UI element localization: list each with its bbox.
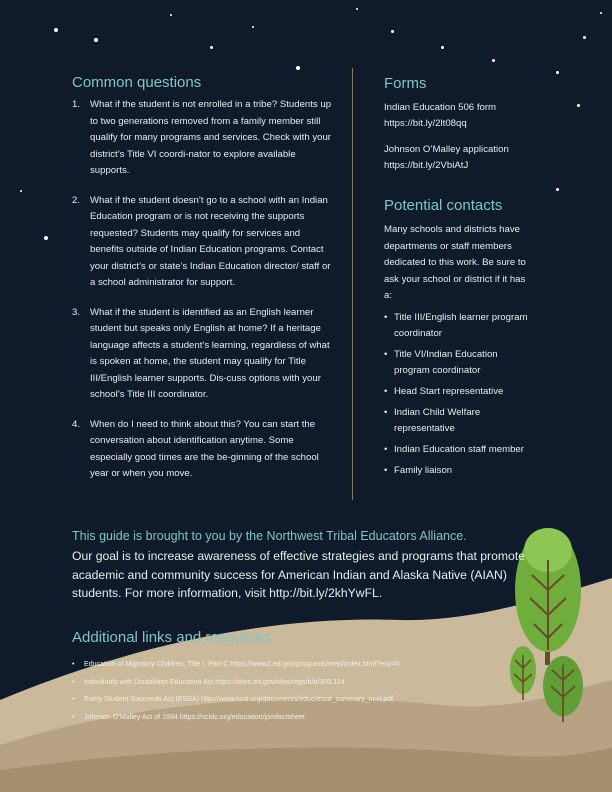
question-text: What if the student is not enrolled in a tribe? Students up to two generations removed from a family member still qualify for many programs and services. Check with your district’s Title VI coordi-nator to explore available supports.: [90, 99, 332, 176]
resource-link[interactable]: • Education of Migratory Children, Title I, Part C https://www2.ed.gov/programs/mep/index.html?exp=0: [72, 656, 542, 674]
question-number: 4.: [72, 418, 81, 430]
contact-item: • Indian Child Welfare representative: [384, 405, 534, 437]
question-item: [72, 305, 332, 404]
guide-heading: This guide is brought to you by the Northwest Tribal Educators Alliance.: [72, 529, 467, 543]
form-item: [384, 142, 564, 174]
question-text: What if the student doesn’t go to a school with an Indian Education program or is not receiving the supports requested? Students may qualify for services and benefits outside of Indian Education programs. Contact your district’s or state’s Indian Education director/ staff or a school administrator for support.: [90, 194, 331, 288]
question-number: 1.: [72, 99, 81, 110]
form-link[interactable]: https://bit.ly/2lt08qq: [384, 118, 467, 129]
contact-item: • Family liaison: [384, 463, 534, 479]
forms-heading: Forms: [384, 75, 427, 92]
guide-body: Our goal is to increase awareness of effective strategies and programs that promote academic and community success for American Indian and Alaska Native (AIAN) students. For more information, visit http://bit.ly/2khYwFL.: [72, 549, 525, 600]
contact-item: • Indian Education staff member: [384, 442, 534, 458]
question-text: What if the student is identified as an English learner student but speaks only English at home? If a heritage language affects a student’s learning, regardless of what is spoken at home, the student may qualify for Title III/English learner supports. Dis-cuss options with your school’s Title III coordinator.: [90, 306, 330, 400]
resource-link[interactable]: • Every Student Succeeds Act (ESSA) http://www.ncsl.org/documents/educ/essa_summary_ncsl.pdf: [72, 691, 542, 709]
potential-contacts-intro: Many schools and districts have departments or staff members dedicated to this work. Be sure to ask your school or district if it has a:: [384, 224, 526, 301]
resource-link[interactable]: • Johnson O’Malley Act of 1934 https://ncidc.org/education/jomfactsheet: [72, 709, 542, 727]
question-item: [72, 417, 332, 483]
additional-links-list: [72, 656, 542, 726]
question-number: 3.: [72, 306, 81, 318]
contact-item: • Title III/English learner program coordinator: [384, 310, 534, 342]
potential-contacts-heading: Potential contacts: [384, 197, 503, 214]
resource-link[interactable]: • Individuals with Disabilities Education Act https://sites.ed.gov/idea/regs/b/b/300.114: [72, 674, 542, 692]
contact-item: • Head Start representative: [384, 384, 534, 400]
contact-item: • Title VI/Indian Education program coordinator: [384, 347, 534, 379]
common-questions-heading: Common questions: [72, 74, 202, 91]
form-link[interactable]: https://bit.ly/2VbiAtJ: [384, 160, 469, 171]
common-questions-list: [72, 97, 332, 496]
form-label: Indian Education 506 form: [384, 102, 497, 113]
form-label: Johnson O’Malley application: [384, 144, 509, 155]
additional-links-heading: Additional links and resources: [72, 629, 272, 646]
question-number: 2.: [72, 194, 81, 206]
question-item: [72, 97, 332, 180]
form-item: [384, 100, 564, 132]
question-text: When do I need to think about this? You can start the conversation about identification anytime. Some especially good times are the be-ginning of the school year or when you move.: [90, 418, 319, 479]
column-divider: [352, 68, 353, 500]
question-item: [72, 193, 332, 292]
potential-contacts-list: [384, 310, 534, 484]
forms-list: [384, 100, 564, 184]
